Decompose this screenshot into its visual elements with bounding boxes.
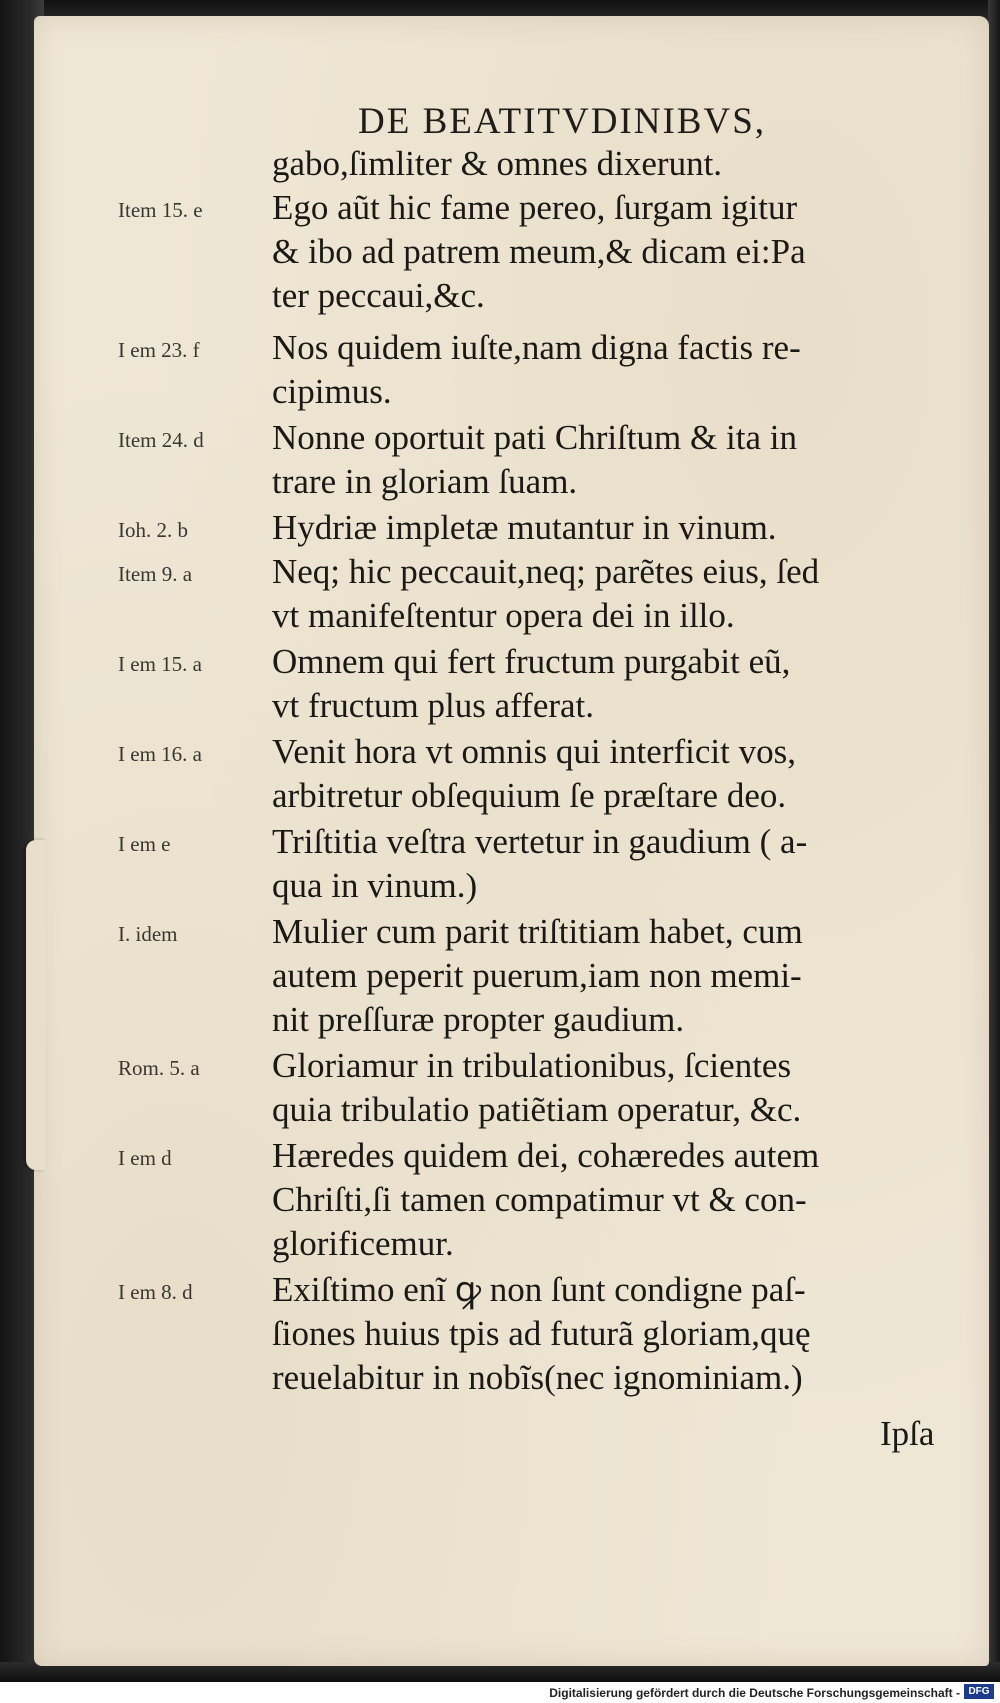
catchword: Ipſa [880,1414,935,1453]
verse-line: Chriſti,ſi tamen compatimur vt & con- [272,1180,807,1219]
marginal-reference: I em 23. f [118,338,200,362]
verse-line: quia tribulatio patiẽtiam operatur, &c. [272,1090,802,1129]
marginal-reference: Item 9. a [118,562,193,586]
verse-line: vt manifeſtentur opera dei in illo. [272,596,735,635]
verse-line: Triſtitia veſtra vertetur in gaudium ( a- [272,822,808,861]
verse-line: trare in gloriam ſuam. [272,462,578,501]
verse-line: ter peccaui,&c. [272,276,485,315]
verse-line: Hæredes quidem dei, cohæredes autem [272,1136,820,1175]
verse-line: autem peperit puerum,iam non memi- [272,956,802,995]
marginal-reference: I em 16. a [118,742,202,766]
dfg-logo: DFG [964,1684,994,1699]
verse-line: Gloriamur in tribulationibus, ſcientes [272,1046,792,1085]
marginal-reference: I em 15. a [118,652,202,676]
verse-line: Neq; hic peccauit,neq; parẽtes eius, ſed [272,552,820,591]
verse-line: nit preſſuræ propter gaudium. [272,1000,685,1039]
verse-line: Hydriæ impletæ mutantur in vinum. [272,508,777,547]
marginal-reference: I em d [118,1146,172,1170]
verse-line: qua in vinum.) [272,866,478,905]
verse-line: Omnem qui fert fructum purgabit eũ, [272,642,791,681]
verse-line: Nonne oportuit pati Chriſtum & ita in [272,418,797,457]
marginal-reference: Item 24. d [118,428,204,452]
marginal-reference: Ioh. 2. b [118,518,188,542]
verse-line: reuelabitur in nobĩs(nec ignominiam.) [272,1358,803,1397]
verse-line: cipimus. [272,372,392,411]
marginal-reference: I em 8. d [118,1280,193,1304]
verse-line: Mulier cum parit triſtitiam habet, cum [272,912,803,951]
verse-line: arbitretur obſequium ſe præſtare deo. [272,776,787,815]
digitization-credit: Digitalisierung gefördert durch die Deutsche Forschungsgemeinschaft - [549,1686,960,1700]
marginal-reference: I. idem [118,922,178,946]
verse-line: Exiſtimo enĩ ꝙ non ſunt condigne paſ- [272,1270,806,1309]
verse-line: & ibo ad patrem meum,& dicam ei:Pa [272,232,806,271]
verse-line: Venit hora vt omnis qui interficit vos, [272,732,796,771]
verse-line: ſiones huius tpis ad futurã gloriam,quę [272,1314,811,1353]
running-head: DE BEATITVDINIBVS, [358,101,767,142]
marginal-reference: I em e [118,832,171,856]
verse-line: Ego aũt hic fame pereo, ſurgam igitur [272,188,798,227]
verse-line: vt fructum plus afferat. [272,686,595,725]
marginal-reference: Item 15. e [118,198,203,222]
marginal-reference: Rom. 5. a [118,1056,200,1080]
verse-line: gabo,ſimliter & omnes dixerunt. [272,144,723,183]
verse-line: glorificemur. [272,1224,454,1263]
verse-line: Nos quidem iuſte,nam digna factis re- [272,328,801,367]
